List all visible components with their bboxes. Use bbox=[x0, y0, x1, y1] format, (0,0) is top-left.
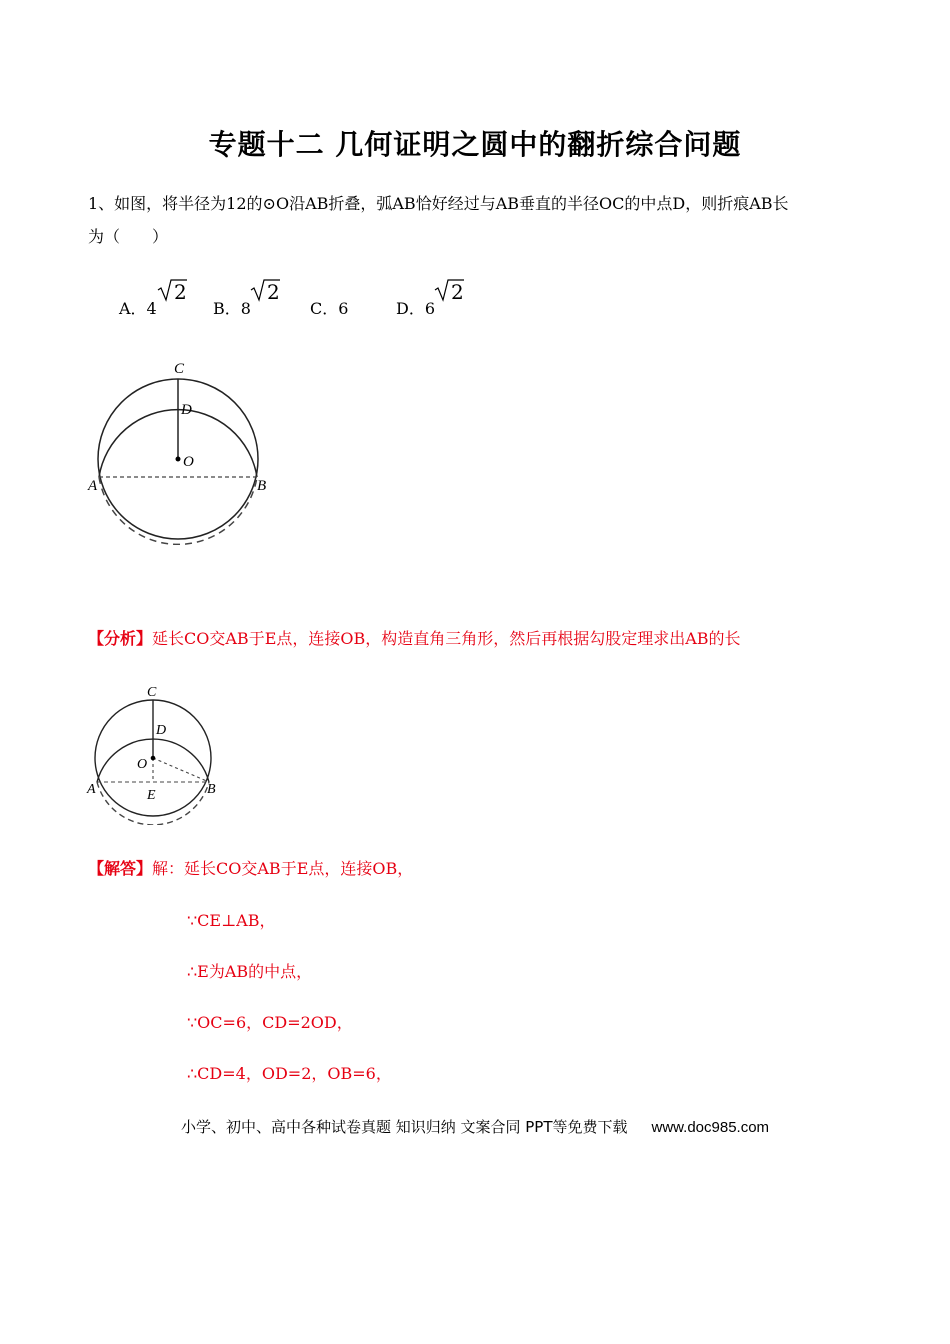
option-c-label: C．6 bbox=[310, 299, 349, 318]
label-a: A bbox=[88, 478, 98, 494]
figure-2-solution-diagram bbox=[84, 680, 234, 825]
answer-paragraph bbox=[88, 856, 413, 879]
answer-step-3: ∵OC=6，CD=2OD， bbox=[187, 1013, 353, 1032]
label-o: O bbox=[137, 757, 148, 772]
question-line-1: 1、如图，将半径为12的⊙O沿AB折叠，弧AB恰好经过与AB垂直的半径OC的中点D，则折痕AB长 bbox=[88, 194, 789, 213]
label-b: B bbox=[207, 782, 216, 797]
option-d-label: D．6 bbox=[396, 299, 436, 318]
figure-1-fold-diagram bbox=[85, 355, 275, 545]
label-c: C bbox=[174, 361, 185, 377]
label-c: C bbox=[147, 685, 157, 700]
option-a-label: A．4 bbox=[119, 299, 157, 318]
page-title: 专题十二 几何证明之圆中的翻折综合问题 bbox=[208, 128, 742, 161]
label-a: A bbox=[87, 782, 96, 797]
segment-ob bbox=[153, 758, 209, 782]
option-b-radicand: 2 bbox=[267, 280, 280, 304]
footer-text: 小学、初中、高中各种试卷真题 知识归纳 文案合同 PPT等免费下载 bbox=[180, 1118, 628, 1136]
answer-text: 解：延长CO交AB于E点，连接OB， bbox=[152, 859, 414, 878]
center-point bbox=[176, 457, 181, 462]
footer bbox=[0, 1116, 950, 1137]
footer-url[interactable]: www.doc985.com bbox=[651, 1119, 770, 1136]
label-b: B bbox=[257, 478, 267, 494]
question-text bbox=[88, 187, 863, 253]
label-d: D bbox=[156, 723, 167, 738]
lower-arc-dashed bbox=[99, 477, 257, 544]
analysis-paragraph bbox=[88, 626, 741, 649]
option-a-radicand: 2 bbox=[174, 280, 187, 304]
question-line-2: 为（ ） bbox=[88, 227, 169, 246]
analysis-tag: 【分析】 bbox=[88, 629, 153, 648]
answer-tag: 【解答】 bbox=[88, 859, 153, 878]
center-point bbox=[151, 756, 156, 761]
label-d: D bbox=[181, 402, 192, 418]
label-o: O bbox=[183, 454, 194, 470]
option-d-radicand: 2 bbox=[451, 280, 464, 304]
answer-step-2: ∴E为AB的中点， bbox=[187, 962, 313, 981]
answer-step-1: ∵CE⊥AB， bbox=[187, 911, 276, 930]
label-e: E bbox=[147, 788, 156, 803]
analysis-text: 延长CO交AB于E点，连接OB，构造直角三角形，然后再根据勾股定理求出AB的长 bbox=[152, 629, 741, 648]
option-b-label: B．8 bbox=[213, 299, 251, 318]
answer-step-4: ∴CD=4，OD=2，OB=6， bbox=[187, 1064, 392, 1083]
